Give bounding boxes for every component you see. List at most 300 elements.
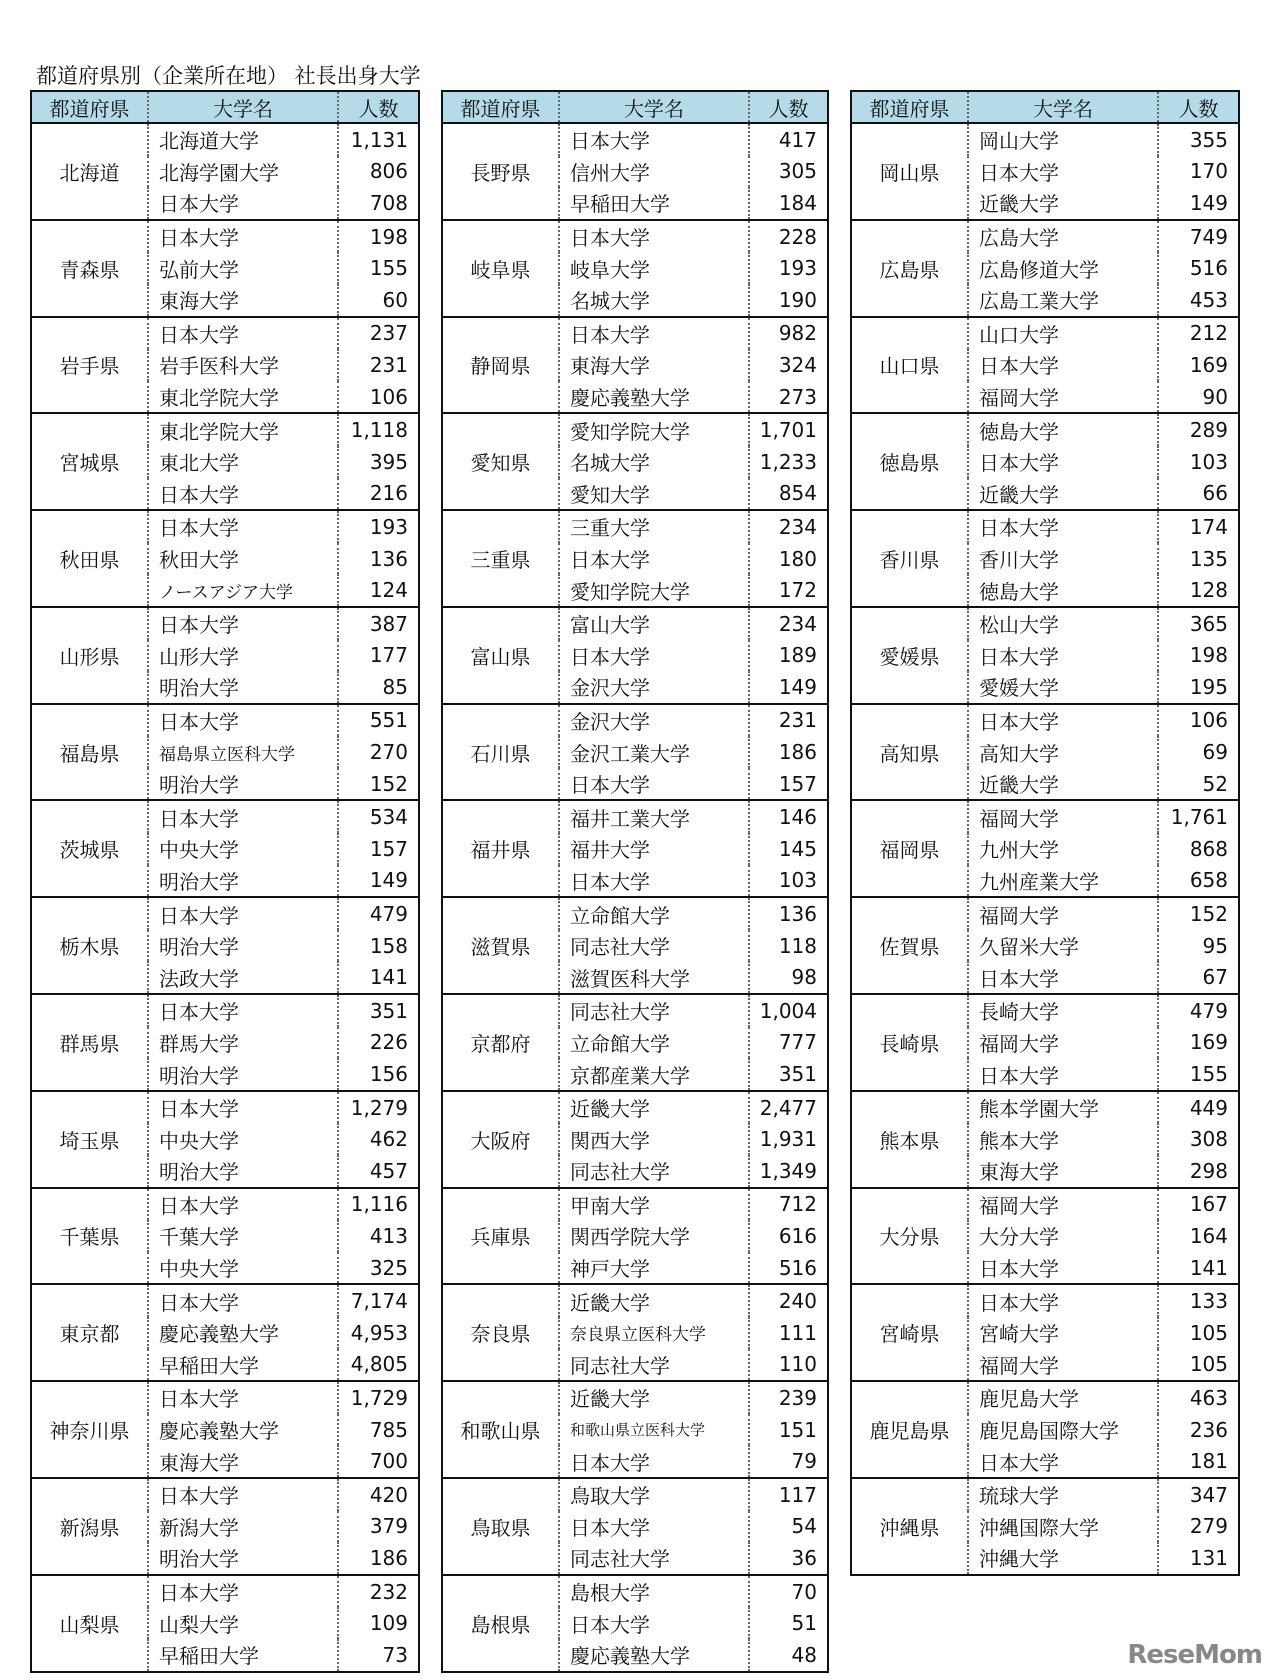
- prefecture-cell: 埼玉県: [32, 1091, 148, 1188]
- university-cell: 近畿大学: [968, 768, 1158, 801]
- table-row: [32, 607, 418, 640]
- table-row: [32, 897, 418, 930]
- ranking-table-3: [850, 90, 1240, 1576]
- count-cell: 534: [338, 800, 418, 833]
- prefecture-cell: 香川県: [852, 510, 968, 607]
- university-cell: 東海大学: [559, 349, 749, 381]
- university-cell: 秋田大学: [148, 543, 338, 575]
- count-cell: 231: [749, 704, 827, 737]
- count-cell: 216: [338, 478, 418, 511]
- prefecture-cell: 山形県: [32, 607, 148, 704]
- count-cell: 109: [338, 1607, 418, 1639]
- count-cell: 152: [338, 768, 418, 801]
- university-cell: 神戸大学: [559, 1252, 749, 1285]
- university-cell: 九州大学: [968, 833, 1158, 865]
- prefecture-cell: 奈良県: [443, 1284, 559, 1381]
- university-cell: 日本大学: [148, 187, 338, 220]
- count-cell: 982: [749, 317, 827, 350]
- count-cell: 110: [749, 1349, 827, 1382]
- prefecture-cell: 和歌山県: [443, 1381, 559, 1478]
- prefecture-cell: 宮城県: [32, 413, 148, 510]
- column-header: 人数: [1158, 92, 1238, 123]
- count-cell: 103: [1158, 446, 1238, 478]
- prefecture-cell: 東京都: [32, 1284, 148, 1381]
- table-row: [443, 123, 827, 156]
- university-cell: 東北大学: [148, 446, 338, 478]
- university-cell: 日本大学: [559, 1511, 749, 1543]
- table-row: [32, 1284, 418, 1317]
- university-cell: 日本大学: [559, 543, 749, 575]
- table-row: [443, 607, 827, 640]
- university-cell: 近畿大学: [559, 1381, 749, 1414]
- university-cell: 広島修道大学: [968, 252, 1158, 284]
- university-cell: 明治大学: [148, 1155, 338, 1188]
- table-row: [32, 220, 418, 253]
- table-row: [852, 607, 1238, 640]
- count-cell: 105: [1158, 1349, 1238, 1382]
- count-cell: 785: [338, 1414, 418, 1446]
- count-cell: 457: [338, 1155, 418, 1188]
- count-cell: 54: [749, 1511, 827, 1543]
- university-cell: 明治大学: [148, 1058, 338, 1091]
- university-cell: 日本大学: [968, 1445, 1158, 1478]
- count-cell: 184: [749, 187, 827, 220]
- university-cell: 鳥取大学: [559, 1478, 749, 1511]
- university-cell: 日本大学: [148, 1381, 338, 1414]
- table-row: [443, 1091, 827, 1124]
- table-row: [443, 317, 827, 350]
- university-cell: 鹿児島大学: [968, 1381, 1158, 1414]
- university-cell: 日本大学: [968, 510, 1158, 543]
- table-row: [32, 510, 418, 543]
- page-title: 都道府県別（企業所在地） 社長出身大学: [36, 64, 421, 88]
- count-cell: 73: [338, 1639, 418, 1671]
- university-cell: 慶応義塾大学: [559, 1639, 749, 1671]
- count-cell: 156: [338, 1058, 418, 1091]
- count-cell: 79: [749, 1445, 827, 1478]
- count-cell: 347: [1158, 1478, 1238, 1511]
- table-row: [852, 1188, 1238, 1221]
- university-cell: 同志社大学: [559, 994, 749, 1027]
- university-cell: 日本大学: [559, 640, 749, 672]
- count-cell: 70: [749, 1575, 827, 1608]
- university-cell: 三重大学: [559, 510, 749, 543]
- count-cell: 413: [338, 1220, 418, 1252]
- count-cell: 1,118: [338, 413, 418, 446]
- count-cell: 270: [338, 736, 418, 768]
- university-cell: 日本大学: [559, 123, 749, 156]
- university-cell: 近畿大学: [968, 187, 1158, 220]
- university-cell: 明治大学: [148, 1542, 338, 1575]
- count-cell: 355: [1158, 123, 1238, 156]
- count-cell: 177: [338, 640, 418, 672]
- count-cell: 212: [1158, 317, 1238, 350]
- count-cell: 1,116: [338, 1188, 418, 1221]
- count-cell: 149: [749, 671, 827, 704]
- university-cell: 明治大学: [148, 865, 338, 898]
- prefecture-cell: 熊本県: [852, 1091, 968, 1188]
- university-cell: 奈良県立医科大学: [559, 1317, 749, 1349]
- count-cell: 152: [1158, 897, 1238, 930]
- table-row: [443, 704, 827, 737]
- university-cell: 日本大学: [968, 349, 1158, 381]
- count-cell: 365: [1158, 607, 1238, 640]
- table-row: [32, 1188, 418, 1221]
- university-cell: 日本大学: [968, 156, 1158, 188]
- university-cell: 鹿児島国際大学: [968, 1414, 1158, 1446]
- table-row: [443, 897, 827, 930]
- prefecture-cell: 山梨県: [32, 1575, 148, 1671]
- prefecture-cell: 茨城県: [32, 800, 148, 897]
- university-cell: 福岡大学: [968, 1349, 1158, 1382]
- prefecture-cell: 長崎県: [852, 994, 968, 1091]
- count-cell: 95: [1158, 930, 1238, 962]
- count-cell: 135: [1158, 543, 1238, 575]
- university-cell: 日本大学: [148, 220, 338, 253]
- table-row: [443, 800, 827, 833]
- prefecture-cell: 島根県: [443, 1575, 559, 1671]
- count-cell: 1,233: [749, 446, 827, 478]
- prefecture-cell: 岩手県: [32, 317, 148, 414]
- university-cell: 日本大学: [559, 220, 749, 253]
- university-cell: 山形大学: [148, 640, 338, 672]
- university-cell: 沖縄国際大学: [968, 1511, 1158, 1543]
- university-cell: 千葉大学: [148, 1220, 338, 1252]
- count-cell: 158: [338, 930, 418, 962]
- column-header: 大学名: [968, 92, 1158, 123]
- university-cell: 和歌山県立医科大学: [559, 1414, 749, 1446]
- university-cell: 熊本大学: [968, 1123, 1158, 1155]
- university-cell: 日本大学: [148, 317, 338, 350]
- university-cell: 福井大学: [559, 833, 749, 865]
- prefecture-cell: 三重県: [443, 510, 559, 607]
- university-cell: 東北学院大学: [148, 381, 338, 414]
- count-cell: 273: [749, 381, 827, 414]
- university-cell: 日本大学: [559, 317, 749, 350]
- prefecture-cell: 宮崎県: [852, 1284, 968, 1381]
- university-cell: 同志社大学: [559, 1155, 749, 1188]
- university-cell: 甲南大学: [559, 1188, 749, 1221]
- count-cell: 186: [338, 1542, 418, 1575]
- university-cell: 久留米大学: [968, 930, 1158, 962]
- university-cell: 日本大学: [148, 607, 338, 640]
- count-cell: 90: [1158, 381, 1238, 414]
- count-cell: 48: [749, 1639, 827, 1671]
- prefecture-cell: 京都府: [443, 994, 559, 1091]
- count-cell: 117: [749, 1478, 827, 1511]
- prefecture-cell: 青森県: [32, 220, 148, 317]
- university-cell: 早稲田大学: [148, 1349, 338, 1382]
- count-cell: 516: [1158, 252, 1238, 284]
- count-cell: 417: [749, 123, 827, 156]
- university-cell: 北海道大学: [148, 123, 338, 156]
- university-cell: 東北学院大学: [148, 413, 338, 446]
- count-cell: 232: [338, 1575, 418, 1608]
- count-cell: 167: [1158, 1188, 1238, 1221]
- count-cell: 449: [1158, 1091, 1238, 1124]
- count-cell: 1,931: [749, 1123, 827, 1155]
- count-cell: 136: [338, 543, 418, 575]
- university-cell: 福岡大学: [968, 800, 1158, 833]
- university-cell: 九州産業大学: [968, 865, 1158, 898]
- count-cell: 324: [749, 349, 827, 381]
- count-cell: 186: [749, 736, 827, 768]
- university-cell: 明治大学: [148, 671, 338, 704]
- table-row: [852, 123, 1238, 156]
- count-cell: 777: [749, 1027, 827, 1059]
- prefecture-cell: 静岡県: [443, 317, 559, 414]
- university-cell: 広島工業大学: [968, 284, 1158, 317]
- prefecture-cell: 千葉県: [32, 1188, 148, 1285]
- count-cell: 868: [1158, 833, 1238, 865]
- count-cell: 131: [1158, 1542, 1238, 1574]
- university-cell: 関西学院大学: [559, 1220, 749, 1252]
- prefecture-cell: 福岡県: [852, 800, 968, 897]
- count-cell: 180: [749, 543, 827, 575]
- count-cell: 149: [1158, 187, 1238, 220]
- university-cell: 長崎大学: [968, 994, 1158, 1027]
- university-cell: 群馬大学: [148, 1027, 338, 1059]
- count-cell: 298: [1158, 1155, 1238, 1188]
- table-row: [32, 1575, 418, 1608]
- count-cell: 479: [338, 897, 418, 930]
- prefecture-cell: 広島県: [852, 220, 968, 317]
- prefecture-cell: 愛媛県: [852, 607, 968, 704]
- prefecture-cell: 大分県: [852, 1188, 968, 1285]
- count-cell: 106: [1158, 704, 1238, 737]
- count-cell: 151: [749, 1414, 827, 1446]
- count-cell: 36: [749, 1542, 827, 1575]
- count-cell: 351: [749, 1058, 827, 1091]
- table-row: [852, 1091, 1238, 1124]
- count-cell: 806: [338, 156, 418, 188]
- university-cell: 明治大学: [148, 768, 338, 801]
- count-cell: 103: [749, 865, 827, 898]
- prefecture-cell: 岡山県: [879, 160, 940, 185]
- table-row: [443, 1188, 827, 1221]
- count-cell: 189: [749, 640, 827, 672]
- prefecture-cell: 富山県: [443, 607, 559, 704]
- table-row: [32, 1478, 418, 1511]
- count-cell: 155: [338, 252, 418, 284]
- count-cell: 60: [338, 284, 418, 317]
- count-cell: 149: [338, 865, 418, 898]
- prefecture-cell: 山口県: [852, 317, 968, 414]
- table-row: [443, 1575, 827, 1608]
- table-row: [32, 123, 418, 156]
- count-cell: 190: [749, 284, 827, 317]
- column-header: 都道府県: [852, 92, 968, 123]
- table-row: [443, 994, 827, 1027]
- university-cell: 慶応義塾大学: [148, 1414, 338, 1446]
- prefecture-cell: 長野県: [470, 160, 531, 185]
- university-cell: 中央大学: [148, 833, 338, 865]
- university-cell: 同志社大学: [559, 930, 749, 962]
- table-row: [443, 1284, 827, 1317]
- university-cell: 広島大学: [968, 220, 1158, 253]
- university-cell: 東海大学: [148, 284, 338, 317]
- count-cell: 157: [749, 768, 827, 801]
- count-cell: 66: [1158, 478, 1238, 511]
- count-cell: 1,761: [1158, 800, 1238, 833]
- count-cell: 700: [338, 1445, 418, 1478]
- count-cell: 164: [1158, 1220, 1238, 1252]
- count-cell: 226: [338, 1027, 418, 1059]
- count-cell: 305: [749, 156, 827, 188]
- university-cell: 高知大学: [968, 736, 1158, 768]
- university-cell: 東海大学: [148, 1445, 338, 1478]
- table-row: [852, 1478, 1238, 1511]
- university-cell: 日本大学: [559, 1607, 749, 1639]
- prefecture-cell: 福島県: [32, 704, 148, 801]
- table-row: [32, 413, 418, 446]
- count-cell: 67: [1158, 961, 1238, 994]
- table-row: [852, 704, 1238, 737]
- count-cell: 195: [1158, 671, 1238, 704]
- university-cell: 信州大学: [559, 156, 749, 188]
- university-cell: 近畿大学: [559, 1091, 749, 1124]
- university-cell: 中央大学: [148, 1252, 338, 1285]
- count-cell: 141: [1158, 1252, 1238, 1285]
- count-cell: 749: [1158, 220, 1238, 253]
- count-cell: 551: [338, 704, 418, 737]
- university-cell: 関西大学: [559, 1123, 749, 1155]
- university-cell: ノースアジア大学: [148, 574, 338, 607]
- university-cell: 日本大学: [559, 865, 749, 898]
- university-cell: 同志社大学: [559, 1542, 749, 1575]
- prefecture-cell: 岐阜県: [443, 220, 559, 317]
- count-cell: 4,953: [338, 1317, 418, 1349]
- university-cell: 山口大学: [968, 317, 1158, 350]
- count-cell: 2,477: [749, 1091, 827, 1124]
- count-cell: 1,131: [338, 123, 418, 156]
- count-cell: 51: [749, 1607, 827, 1639]
- university-cell: 愛知大学: [559, 478, 749, 511]
- column-header: 人数: [338, 92, 418, 123]
- university-cell: 立命館大学: [559, 897, 749, 930]
- ranking-table-1: [30, 90, 420, 1673]
- column-header: 都道府県: [443, 92, 559, 123]
- university-cell: 香川大学: [968, 543, 1158, 575]
- university-cell: 日本大学: [148, 1575, 338, 1608]
- table-row: [32, 317, 418, 350]
- university-cell: 愛知学院大学: [559, 574, 749, 607]
- table-row: [32, 704, 418, 737]
- count-cell: 325: [338, 1252, 418, 1285]
- prefecture-cell: 石川県: [443, 704, 559, 801]
- count-cell: 170: [1158, 156, 1238, 188]
- university-cell: 福岡大学: [968, 381, 1158, 414]
- university-cell: 富山大学: [559, 607, 749, 640]
- university-cell: 日本大学: [968, 1058, 1158, 1091]
- university-cell: 福島県立医科大学: [148, 736, 338, 768]
- prefecture-cell: 群馬県: [32, 994, 148, 1091]
- count-cell: 69: [1158, 736, 1238, 768]
- count-cell: 198: [338, 220, 418, 253]
- university-cell: 早稲田大学: [148, 1639, 338, 1671]
- prefecture-cell: 神奈川県: [32, 1381, 148, 1478]
- count-cell: 118: [749, 930, 827, 962]
- count-cell: 136: [749, 897, 827, 930]
- count-cell: 395: [338, 446, 418, 478]
- prefecture-cell: 滋賀県: [443, 897, 559, 994]
- table-row: [852, 317, 1238, 350]
- university-cell: 日本大学: [559, 768, 749, 801]
- resemom-logo: ReseMom: [1127, 1640, 1262, 1670]
- university-cell: 松山大学: [968, 607, 1158, 640]
- university-cell: 日本大学: [968, 704, 1158, 737]
- university-cell: 慶応義塾大学: [148, 1317, 338, 1349]
- university-cell: 日本大学: [148, 478, 338, 511]
- university-cell: 京都産業大学: [559, 1058, 749, 1091]
- count-cell: 146: [749, 800, 827, 833]
- prefecture-cell: 福井県: [443, 800, 559, 897]
- university-cell: 日本大学: [968, 1252, 1158, 1285]
- count-cell: 239: [749, 1381, 827, 1414]
- university-cell: 愛媛大学: [968, 671, 1158, 704]
- column-header: 都道府県: [32, 92, 148, 123]
- count-cell: 453: [1158, 284, 1238, 317]
- university-cell: 日本大学: [148, 1478, 338, 1511]
- university-cell: 弘前大学: [148, 252, 338, 284]
- prefecture-cell: 栃木県: [32, 897, 148, 994]
- count-cell: 387: [338, 607, 418, 640]
- count-cell: 420: [338, 1478, 418, 1511]
- university-cell: 日本大学: [148, 800, 338, 833]
- count-cell: 98: [749, 961, 827, 994]
- count-cell: 658: [1158, 865, 1238, 898]
- count-cell: 379: [338, 1511, 418, 1543]
- count-cell: 172: [749, 574, 827, 607]
- university-cell: 中央大学: [148, 1123, 338, 1155]
- university-cell: 熊本学園大学: [968, 1091, 1158, 1124]
- university-cell: 島根大学: [559, 1575, 749, 1608]
- count-cell: 240: [749, 1284, 827, 1317]
- column-header: 大学名: [148, 92, 338, 123]
- table-row: [852, 1381, 1238, 1414]
- count-cell: 141: [338, 961, 418, 994]
- table-row: [852, 897, 1238, 930]
- prefecture-cell: 高知県: [852, 704, 968, 801]
- prefecture-cell: 徳島県: [852, 413, 968, 510]
- prefecture-cell: 大阪府: [443, 1091, 559, 1188]
- count-cell: 712: [749, 1188, 827, 1221]
- university-cell: 日本大学: [148, 897, 338, 930]
- university-cell: 日本大学: [148, 704, 338, 737]
- count-cell: 236: [1158, 1414, 1238, 1446]
- university-cell: 同志社大学: [559, 1349, 749, 1382]
- count-cell: 111: [749, 1317, 827, 1349]
- prefecture-cell: 新潟県: [32, 1478, 148, 1575]
- count-cell: 52: [1158, 768, 1238, 801]
- prefecture-cell: 佐賀県: [852, 897, 968, 994]
- university-cell: 名城大学: [559, 446, 749, 478]
- prefecture-cell: 兵庫県: [443, 1188, 559, 1285]
- count-cell: 463: [1158, 1381, 1238, 1414]
- count-cell: 106: [338, 381, 418, 414]
- count-cell: 193: [749, 252, 827, 284]
- count-cell: 1,729: [338, 1381, 418, 1414]
- university-cell: 立命館大学: [559, 1027, 749, 1059]
- count-cell: 155: [1158, 1058, 1238, 1091]
- university-cell: 大分大学: [968, 1220, 1158, 1252]
- column-header: 人数: [749, 92, 827, 123]
- table-row: [32, 1381, 418, 1414]
- university-cell: 宮崎大学: [968, 1317, 1158, 1349]
- count-cell: 124: [338, 574, 418, 607]
- count-cell: 133: [1158, 1284, 1238, 1317]
- count-cell: 462: [338, 1123, 418, 1155]
